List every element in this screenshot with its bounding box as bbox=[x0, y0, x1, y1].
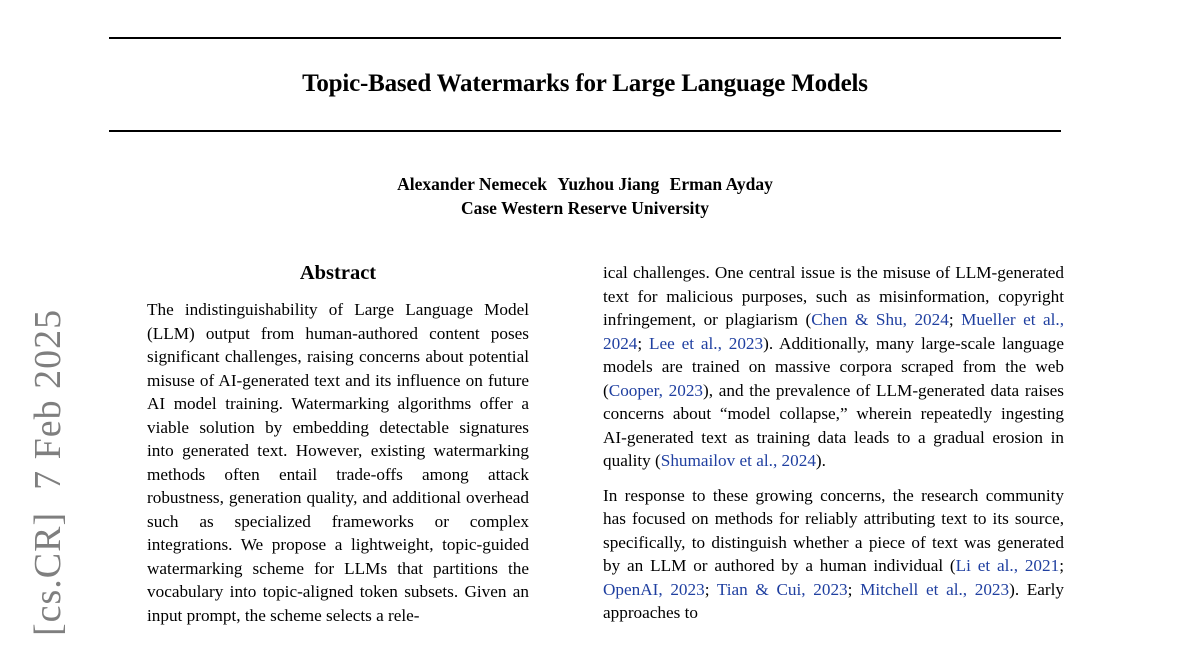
arxiv-stamp bbox=[28, 309, 68, 636]
affiliation: Case Western Reserve University bbox=[460, 198, 710, 218]
citation-link[interactable]: Mitchell et al., 2023 bbox=[860, 579, 1010, 599]
body-text: ical challenges. One central issue is the misuse of LLM-generated text for malicious purposes, such as misinformation, copyright infringement, or plagiarism ( bbox=[603, 263, 1064, 329]
abstract-heading: Abstract bbox=[299, 262, 377, 284]
author-name: Erman Ayday bbox=[669, 174, 773, 194]
body-text: ; bbox=[847, 579, 861, 599]
paper-title: Topic-Based Watermarks for Large Language Models bbox=[302, 70, 868, 97]
arxiv-category: [cs.CR] bbox=[27, 511, 69, 636]
body-text: In response to these growing concerns, the research community has focused on methods for reliably attributing text to its source, specifically, to distinguish whether a piece of text was generated by an LLM or authored by a human individual ( bbox=[603, 485, 1064, 575]
citation-link[interactable]: Cooper, 2023 bbox=[608, 380, 704, 400]
citation-link[interactable]: Chen & Shu, 2024 bbox=[811, 310, 949, 329]
body-text: ), and the prevalence of LLM-generated data raises concerns about “model collapse,” wherein repeatedly ingesting AI-generated text as training data leads to a gradual erosion in quality ( bbox=[603, 380, 1064, 470]
body-text: ). bbox=[815, 451, 826, 470]
body-paragraph bbox=[603, 261, 1064, 473]
body-text: ; bbox=[704, 579, 717, 599]
body-column bbox=[603, 261, 1064, 625]
author-name: Yuzhou Jiang bbox=[557, 174, 660, 194]
citation-link[interactable]: Shumailov et al., 2024 bbox=[660, 451, 816, 470]
body-paragraph bbox=[603, 484, 1064, 625]
body-text: ; bbox=[948, 310, 962, 329]
author-list bbox=[109, 172, 1061, 196]
author-name: Alexander Nemecek bbox=[397, 174, 547, 194]
body-text: ; bbox=[1059, 556, 1064, 575]
body-text: ). Additionally, many large-scale language models are trained on massive corpora scraped from the web ( bbox=[603, 333, 1064, 400]
abstract-text: The indistinguishability of Large Language Model (LLM) output from human-authored content poses significant challenges, raising concerns about potential misuse of AI-generated text and its influence on future AI model training. Watermarking algorithms offer a viable solution by embedding detectable signatures into generated text. However, existing watermarking methods often entail trade-offs among attack robustness, generation quality, and additional overhead such as specialized frameworks or complex integrations. We propose a lightweight, topic-guided watermarking scheme for LLMs that partitions the vocabulary into topic-aligned token subsets. Given an input prompt, the scheme selects a rele- bbox=[147, 300, 529, 625]
citation-link[interactable]: OpenAI, 2023 bbox=[603, 579, 705, 599]
author-block bbox=[109, 172, 1061, 220]
title-bottom-rule bbox=[109, 130, 1061, 132]
citation-link[interactable]: Li et al., 2021 bbox=[955, 556, 1060, 575]
body-text: ). Early approaches to bbox=[603, 579, 1065, 622]
abstract-column bbox=[147, 298, 529, 627]
body-text: ; bbox=[637, 333, 650, 353]
title-top-rule bbox=[109, 37, 1061, 39]
citation-link[interactable]: Tian & Cui, 2023 bbox=[716, 579, 848, 599]
citation-link[interactable]: Lee et al., 2023 bbox=[649, 333, 764, 353]
arxiv-date: 7 Feb 2025 bbox=[27, 308, 69, 490]
citation-link[interactable]: Mueller et al., 2024 bbox=[603, 310, 1064, 353]
